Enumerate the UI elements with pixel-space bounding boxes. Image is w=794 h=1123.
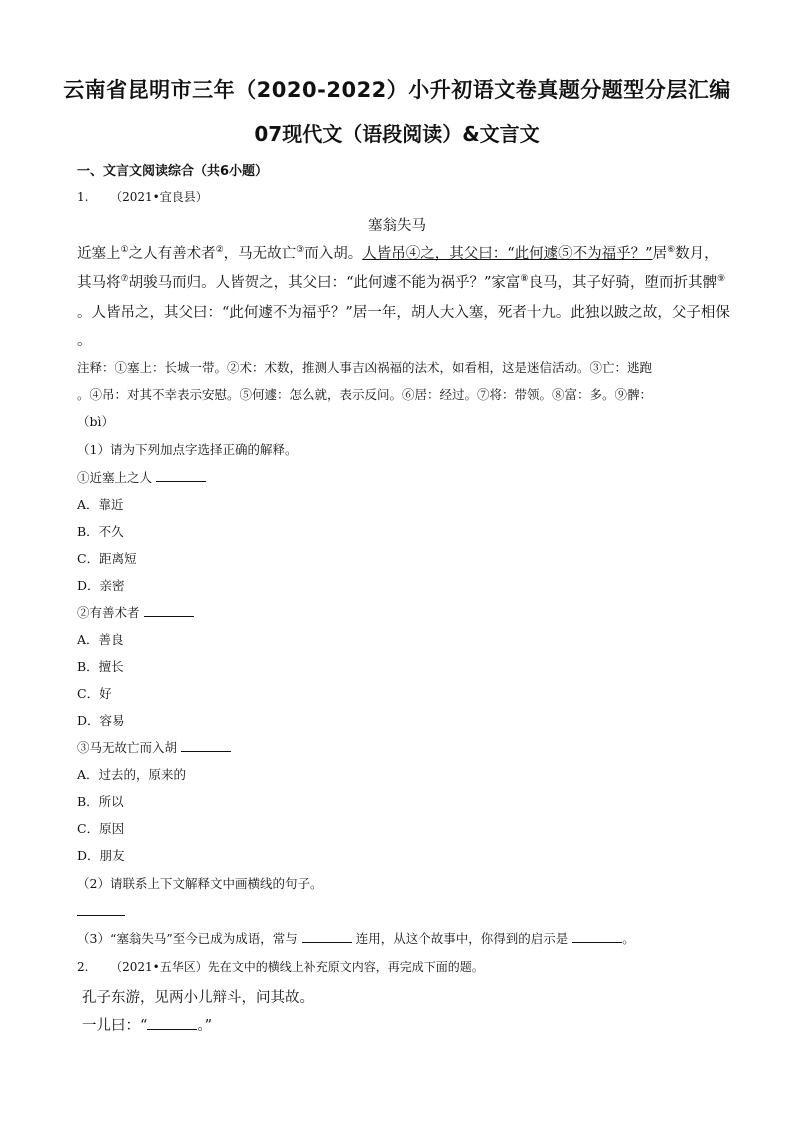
passage-text: 胡骏马而归。人皆贺之，其父曰：“此何遽不能为祸乎？”家富 <box>128 275 521 291</box>
footnote-mark: ⑥ <box>667 245 676 255</box>
passage-line-2 <box>77 271 725 292</box>
answer-blank[interactable] <box>144 604 194 617</box>
item-2-option: A．善良 <box>77 632 124 647</box>
footnote-mark: ① <box>120 245 129 255</box>
item-3 <box>77 738 231 756</box>
q2-passage-line-1: 孔子东游，见两小儿辩斗，问其故。 <box>82 990 314 1006</box>
passage-line-1 <box>77 242 719 263</box>
subquestion-2: （2）请联系上下文解释文中画横线的句子。 <box>77 876 323 891</box>
item-1-option: C．距离短 <box>77 551 137 566</box>
subquestion-1: （1）请为下列加点字选择正确的解释。 <box>77 442 298 457</box>
answer-blank[interactable] <box>302 930 352 943</box>
answer-blank[interactable] <box>156 469 206 482</box>
question-2-header <box>77 958 484 975</box>
footnote-mark: ⑧ <box>520 274 529 284</box>
passage-text: 居 <box>652 246 668 262</box>
q2-passage-line-2 <box>82 1014 212 1035</box>
item-2-option: D．容易 <box>77 713 125 728</box>
item-2-option: C．好 <box>77 686 112 701</box>
section-heading: 一、文言文阅读综合（共6小题） <box>77 164 269 179</box>
item-1-option: B．不久 <box>77 524 124 539</box>
subquestion-text: （3）“塞翁失马”至今已成为成语，常与 <box>77 931 298 946</box>
passage-text: 近塞上 <box>77 246 121 262</box>
passage-text: 一儿曰：“ <box>82 1018 148 1034</box>
item-prompt: ②有善术者 <box>77 605 140 620</box>
answer-blank[interactable] <box>147 1017 197 1030</box>
passage-line-3: 。人皆吊之，其父曰：“此何遽不为福乎？”居一年，胡人大入塞，死者十九。此独以跛之故，父子相保 <box>77 305 730 321</box>
document-title: 云南省昆明市三年（2020-2022）小升初语文卷真题分题型分层汇编 <box>63 78 731 102</box>
notes-line-1: 注释：①塞上：长城一带。②术：术数，推测人事吉凶祸福的法术，如看相，这是迷信活动。③亡：逃跑 <box>77 360 653 375</box>
answer-blank[interactable] <box>572 930 622 943</box>
item-3-option: C．原因 <box>77 821 125 836</box>
answer-line[interactable] <box>77 915 125 916</box>
footnote-mark: ② <box>215 245 224 255</box>
document-subtitle: 07现代文（语段阅读）&文言文 <box>254 122 540 146</box>
question-1-header <box>77 188 208 205</box>
footnote-mark: ⑨ <box>716 274 726 284</box>
passage-text: ，马无故亡 <box>223 246 297 262</box>
subquestion-text: 连用，从这个故事中，你得到的启示是 <box>355 931 569 946</box>
passage-text: 而入胡。 <box>304 246 363 262</box>
underlined-sentence: 人皆吊④之，其父曰：“此何遽⑤不为福乎？” <box>362 246 653 262</box>
footnote-mark: ⑦ <box>120 274 129 284</box>
passage-text: 数月， <box>675 246 719 262</box>
answer-blank[interactable] <box>181 739 231 752</box>
item-3-option: A．过去的，原来的 <box>77 767 187 782</box>
notes-line-3: （bì） <box>77 414 114 429</box>
passage-text: 良马，其子好骑，堕而折其髀 <box>528 275 717 291</box>
passage-text: 。” <box>197 1018 213 1034</box>
subquestion-text: 。 <box>622 931 635 946</box>
question-number: 1. <box>77 190 89 204</box>
question-source: （2021•五华区）先在文中的横线上补充原文内容，再完成下面的题。 <box>110 960 484 974</box>
subquestion-3 <box>77 929 635 947</box>
item-2 <box>77 603 194 621</box>
item-1-option: A．靠近 <box>77 497 124 512</box>
item-3-option: B．所以 <box>77 794 124 809</box>
question-number: 2. <box>77 960 89 974</box>
passage-text: 之人有善术者 <box>128 246 216 262</box>
passage-title: 塞翁失马 <box>368 218 426 234</box>
passage-line-4: 。 <box>77 333 92 349</box>
item-prompt: ①近塞上之人 <box>77 470 153 485</box>
item-1 <box>77 468 206 486</box>
item-2-option: B．擅长 <box>77 659 124 674</box>
passage-text: 其马将 <box>77 275 121 291</box>
footnote-mark: ③ <box>296 245 305 255</box>
notes-line-2: 。④吊：对其不幸表示安慰。⑤何遽：怎么就，表示反问。⑥居：经过。⑦将：带领。⑧富：多。⑨髀： <box>77 387 653 402</box>
item-1-option: D．亲密 <box>77 578 125 593</box>
question-source: （2021•宜良县） <box>110 190 208 204</box>
item-3-option: D．朋友 <box>77 848 125 863</box>
item-prompt: ③马无故亡而入胡 <box>77 740 178 755</box>
